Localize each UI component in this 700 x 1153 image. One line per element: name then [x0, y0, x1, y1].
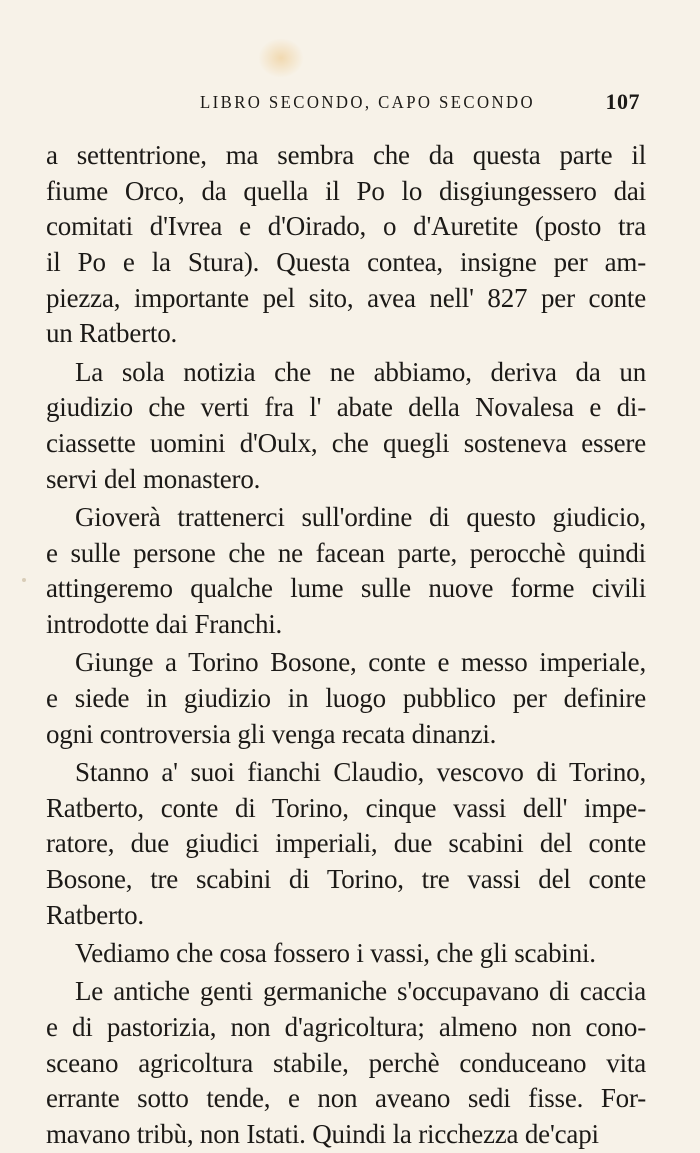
page-number: 107: [605, 89, 640, 114]
paragraph: [46, 500, 646, 643]
text-line: a settentrione, ma sembra che da questa parte il: [46, 140, 646, 170]
text-line: Ratberto, conte di Torino, cinque vassi dell' impe-: [46, 792, 646, 823]
body-text: [46, 138, 646, 1153]
text-line: ratore, due giudici imperiali, due scabini del conte: [46, 828, 646, 859]
text-line: e siede in giudizio in luogo pubblico per definire: [46, 683, 646, 714]
text-line: La sola notizia che ne abbiamo, deriva da un: [75, 356, 646, 387]
text-line: errante sotto tende, e non aveano sedi fisse. For-: [46, 1083, 646, 1114]
text-line: Le antiche genti germaniche s'occupavano di caccia: [75, 976, 646, 1007]
text-line: fiume Orco, da quella il Po lo disgiungessero dai: [46, 175, 646, 206]
text-line: Bosone, tre scabini di Torino, tre vassi del conte: [46, 864, 646, 895]
paragraph: [46, 645, 646, 752]
text-line: ogni controversia gli venga recata dinanzi.: [46, 718, 497, 749]
text-line: un Ratberto.: [46, 318, 178, 349]
text-line: introdotte dai Franchi.: [46, 609, 283, 640]
paper-speck: [22, 578, 26, 582]
text-line: comitati d'Ivrea e d'Oirado, o d'Auretite (posto tra: [46, 211, 646, 242]
paragraph: [46, 936, 646, 972]
text-line: Vediamo che cosa fossero i vassi, che gli scabini.: [75, 938, 596, 969]
text-line: e di pastorizia, non d'agricoltura; almeno non cono-: [46, 1012, 646, 1043]
paragraph: [46, 138, 646, 352]
text-line: Giunge a Torino Bosone, conte e messo imperiale,: [75, 647, 646, 678]
paragraph: [46, 355, 646, 498]
text-line: attingeremo qualche lume sulle nuove forme civili: [46, 573, 646, 604]
text-line: ciassette uomini d'Oulx, che quegli sosteneva essere: [46, 428, 646, 459]
text-line: servi del monastero.: [46, 463, 261, 494]
running-title: LIBRO SECONDO, CAPO SECONDO: [200, 92, 536, 112]
paragraph: [46, 755, 646, 933]
text-line: piezza, importante pel sito, avea nell' 827 per conte: [46, 282, 646, 313]
text-line: mavano tribù, non Istati. Quindi la ricchezza de'capi: [46, 1119, 599, 1150]
paragraph: [46, 974, 646, 1152]
text-line: e sulle persone che ne facean parte, perocchè quindi: [46, 537, 646, 568]
page-header: [46, 90, 646, 120]
text-line: Stanno a' suoi fianchi Claudio, vescovo di Torino,: [75, 757, 646, 788]
text-line: giudizio che verti fra l' abate della Novalesa e di-: [46, 392, 646, 423]
text-line: sceano agricoltura stabile, perchè conduceano vita: [46, 1047, 646, 1078]
paper-stain: [258, 38, 304, 78]
text-line: Gioverà trattenerci sull'ordine di questo giudicio,: [75, 502, 646, 533]
text-line: il Po e la Stura). Questa contea, insigne per am-: [46, 247, 646, 278]
text-line: Ratberto.: [46, 899, 144, 930]
